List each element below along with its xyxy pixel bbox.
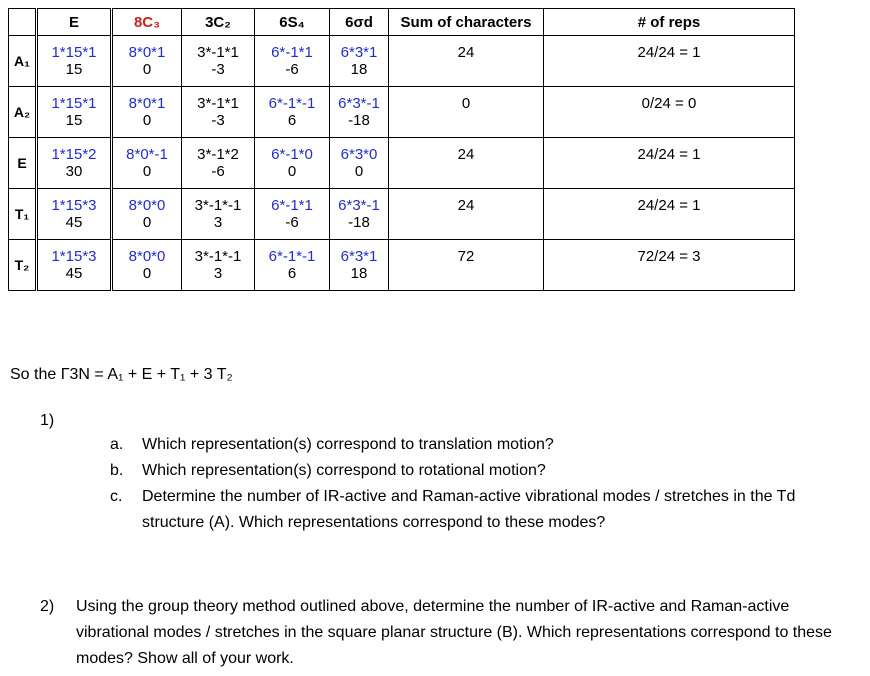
cell-expr: 6*3*-1	[338, 197, 380, 214]
cell-6S4	[255, 87, 330, 138]
reps-value: 0/24 = 0	[641, 95, 697, 112]
question-1-list	[110, 432, 850, 536]
cell-3C2	[182, 138, 255, 189]
item-letter: a.	[110, 436, 124, 453]
question-2-text: Using the group theory method outlined above, determine the number of IR-active and Raman-active vibrational modes / stretches in the square planar structure (B). Which representations correspond to these modes? Show all of your work.	[76, 598, 832, 667]
cell-sum	[389, 240, 544, 291]
cell-value: 45	[65, 214, 83, 231]
cell-expr: 6*3*-1	[338, 95, 380, 112]
table-row	[9, 36, 795, 87]
cell-value: 18	[350, 61, 368, 78]
cell-8C3	[112, 189, 182, 240]
sum-value: 72	[457, 248, 475, 265]
cell-value: 18	[350, 265, 368, 282]
header-E: E	[37, 9, 112, 36]
cell-expr: 3*-1*-1	[194, 197, 242, 214]
cell-value: -3	[211, 112, 225, 129]
cell-value: 3	[213, 214, 223, 231]
cell-3C2	[182, 240, 255, 291]
cell-3C2	[182, 36, 255, 87]
cell-expr: 6*-1*-1	[268, 95, 316, 112]
cell-value: 0	[354, 163, 364, 180]
cell-6S4	[255, 240, 330, 291]
cell-expr: 8*0*1	[128, 44, 166, 61]
cell-expr: 8*0*0	[128, 248, 166, 265]
cell-expr: 3*-1*-1	[194, 248, 242, 265]
item-text: Which representation(s) correspond to translation motion?	[142, 436, 554, 453]
cell-reps	[544, 189, 795, 240]
cell-value: 0	[142, 61, 152, 78]
cell-value: 0	[142, 214, 152, 231]
cell-value: 15	[65, 112, 83, 129]
header-sum: Sum of characters	[389, 9, 544, 36]
cell-expr: 6*3*0	[340, 146, 378, 163]
cell-E	[37, 87, 112, 138]
cell-expr: 3*-1*2	[197, 146, 239, 163]
gamma-summary: So the Γ3N = A₁ + E + T₁ + 3 T₂	[10, 366, 233, 383]
cell-E	[37, 36, 112, 87]
reps-value: 24/24 = 1	[637, 197, 701, 214]
reps-value: 72/24 = 3	[637, 248, 701, 265]
cell-sum	[389, 36, 544, 87]
item-text: Determine the number of IR-active and Raman-active vibrational modes / stretches in the Td structure (A). Which representations correspond to these modes?	[142, 488, 796, 531]
cell-8C3	[112, 87, 182, 138]
table-row	[9, 240, 795, 291]
row-label: A₂	[9, 87, 37, 138]
cell-expr: 3*-1*1	[197, 44, 239, 61]
header-6sd: 6σd	[330, 9, 389, 36]
cell-expr: 1*15*1	[51, 44, 97, 61]
cell-sum	[389, 189, 544, 240]
cell-expr: 6*3*1	[340, 248, 378, 265]
cell-value: -6	[285, 61, 299, 78]
reduction-table	[8, 8, 795, 291]
item-text: Which representation(s) correspond to rotational motion?	[142, 462, 546, 479]
cell-6sd	[330, 36, 389, 87]
cell-value: 45	[65, 265, 83, 282]
cell-value: 0	[287, 163, 297, 180]
table-row	[9, 87, 795, 138]
cell-6S4	[255, 189, 330, 240]
row-label: A₁	[9, 36, 37, 87]
cell-reps	[544, 138, 795, 189]
list-item	[110, 458, 850, 484]
row-label: T₁	[9, 189, 37, 240]
cell-value: -18	[348, 214, 370, 231]
cell-E	[37, 240, 112, 291]
table-row	[9, 189, 795, 240]
cell-expr: 8*0*1	[128, 95, 166, 112]
cell-expr: 3*-1*1	[197, 95, 239, 112]
cell-expr: 6*-1*1	[271, 197, 313, 214]
sum-value: 0	[461, 95, 471, 112]
cell-value: 6	[287, 112, 297, 129]
header-reps: # of reps	[544, 9, 795, 36]
cell-6S4	[255, 36, 330, 87]
reps-value: 24/24 = 1	[637, 44, 701, 61]
cell-expr: 1*15*3	[51, 248, 97, 265]
cell-reps	[544, 87, 795, 138]
cell-6S4	[255, 138, 330, 189]
cell-expr: 6*-1*1	[271, 44, 313, 61]
cell-value: 0	[142, 112, 152, 129]
header-3C2: 3C₂	[182, 9, 255, 36]
list-item	[110, 432, 850, 458]
cell-value: 3	[213, 265, 223, 282]
cell-value: 6	[287, 265, 297, 282]
corner-cell	[9, 9, 37, 36]
cell-8C3	[112, 138, 182, 189]
sum-value: 24	[457, 197, 475, 214]
cell-value: -6	[211, 163, 225, 180]
header-8C3: 8C₃	[112, 9, 182, 36]
cell-value: 30	[65, 163, 83, 180]
row-label: T₂	[9, 240, 37, 291]
cell-expr: 8*0*0	[128, 197, 166, 214]
table-row	[9, 138, 795, 189]
cell-expr: 8*0*-1	[126, 146, 168, 163]
cell-expr: 1*15*1	[51, 95, 97, 112]
cell-6sd	[330, 87, 389, 138]
header-6S4: 6S₄	[255, 9, 330, 36]
cell-3C2	[182, 189, 255, 240]
cell-E	[37, 138, 112, 189]
cell-reps	[544, 36, 795, 87]
cell-expr: 6*-1*-1	[268, 248, 316, 265]
cell-E	[37, 189, 112, 240]
cell-value: -3	[211, 61, 225, 78]
sum-value: 24	[457, 44, 475, 61]
cell-expr: 6*3*1	[340, 44, 378, 61]
item-letter: c.	[110, 488, 123, 505]
item-letter: b.	[110, 462, 124, 479]
cell-expr: 1*15*3	[51, 197, 97, 214]
cell-value: 0	[142, 163, 152, 180]
reps-value: 24/24 = 1	[637, 146, 701, 163]
list-item	[110, 484, 850, 536]
cell-value: -18	[348, 112, 370, 129]
cell-sum	[389, 87, 544, 138]
cell-reps	[544, 240, 795, 291]
cell-value: 0	[142, 265, 152, 282]
cell-3C2	[182, 87, 255, 138]
cell-6sd	[330, 189, 389, 240]
table-header-row	[9, 9, 795, 36]
cell-value: 15	[65, 61, 83, 78]
cell-6sd	[330, 240, 389, 291]
row-label: E	[9, 138, 37, 189]
cell-expr: 1*15*2	[51, 146, 97, 163]
cell-6sd	[330, 138, 389, 189]
cell-8C3	[112, 240, 182, 291]
question-1-number: 1)	[40, 412, 55, 429]
cell-expr: 6*-1*0	[271, 146, 313, 163]
cell-sum	[389, 138, 544, 189]
question-2	[40, 594, 860, 672]
sum-value: 24	[457, 146, 475, 163]
cell-value: -6	[285, 214, 299, 231]
cell-8C3	[112, 36, 182, 87]
question-2-number: 2)	[40, 598, 55, 615]
